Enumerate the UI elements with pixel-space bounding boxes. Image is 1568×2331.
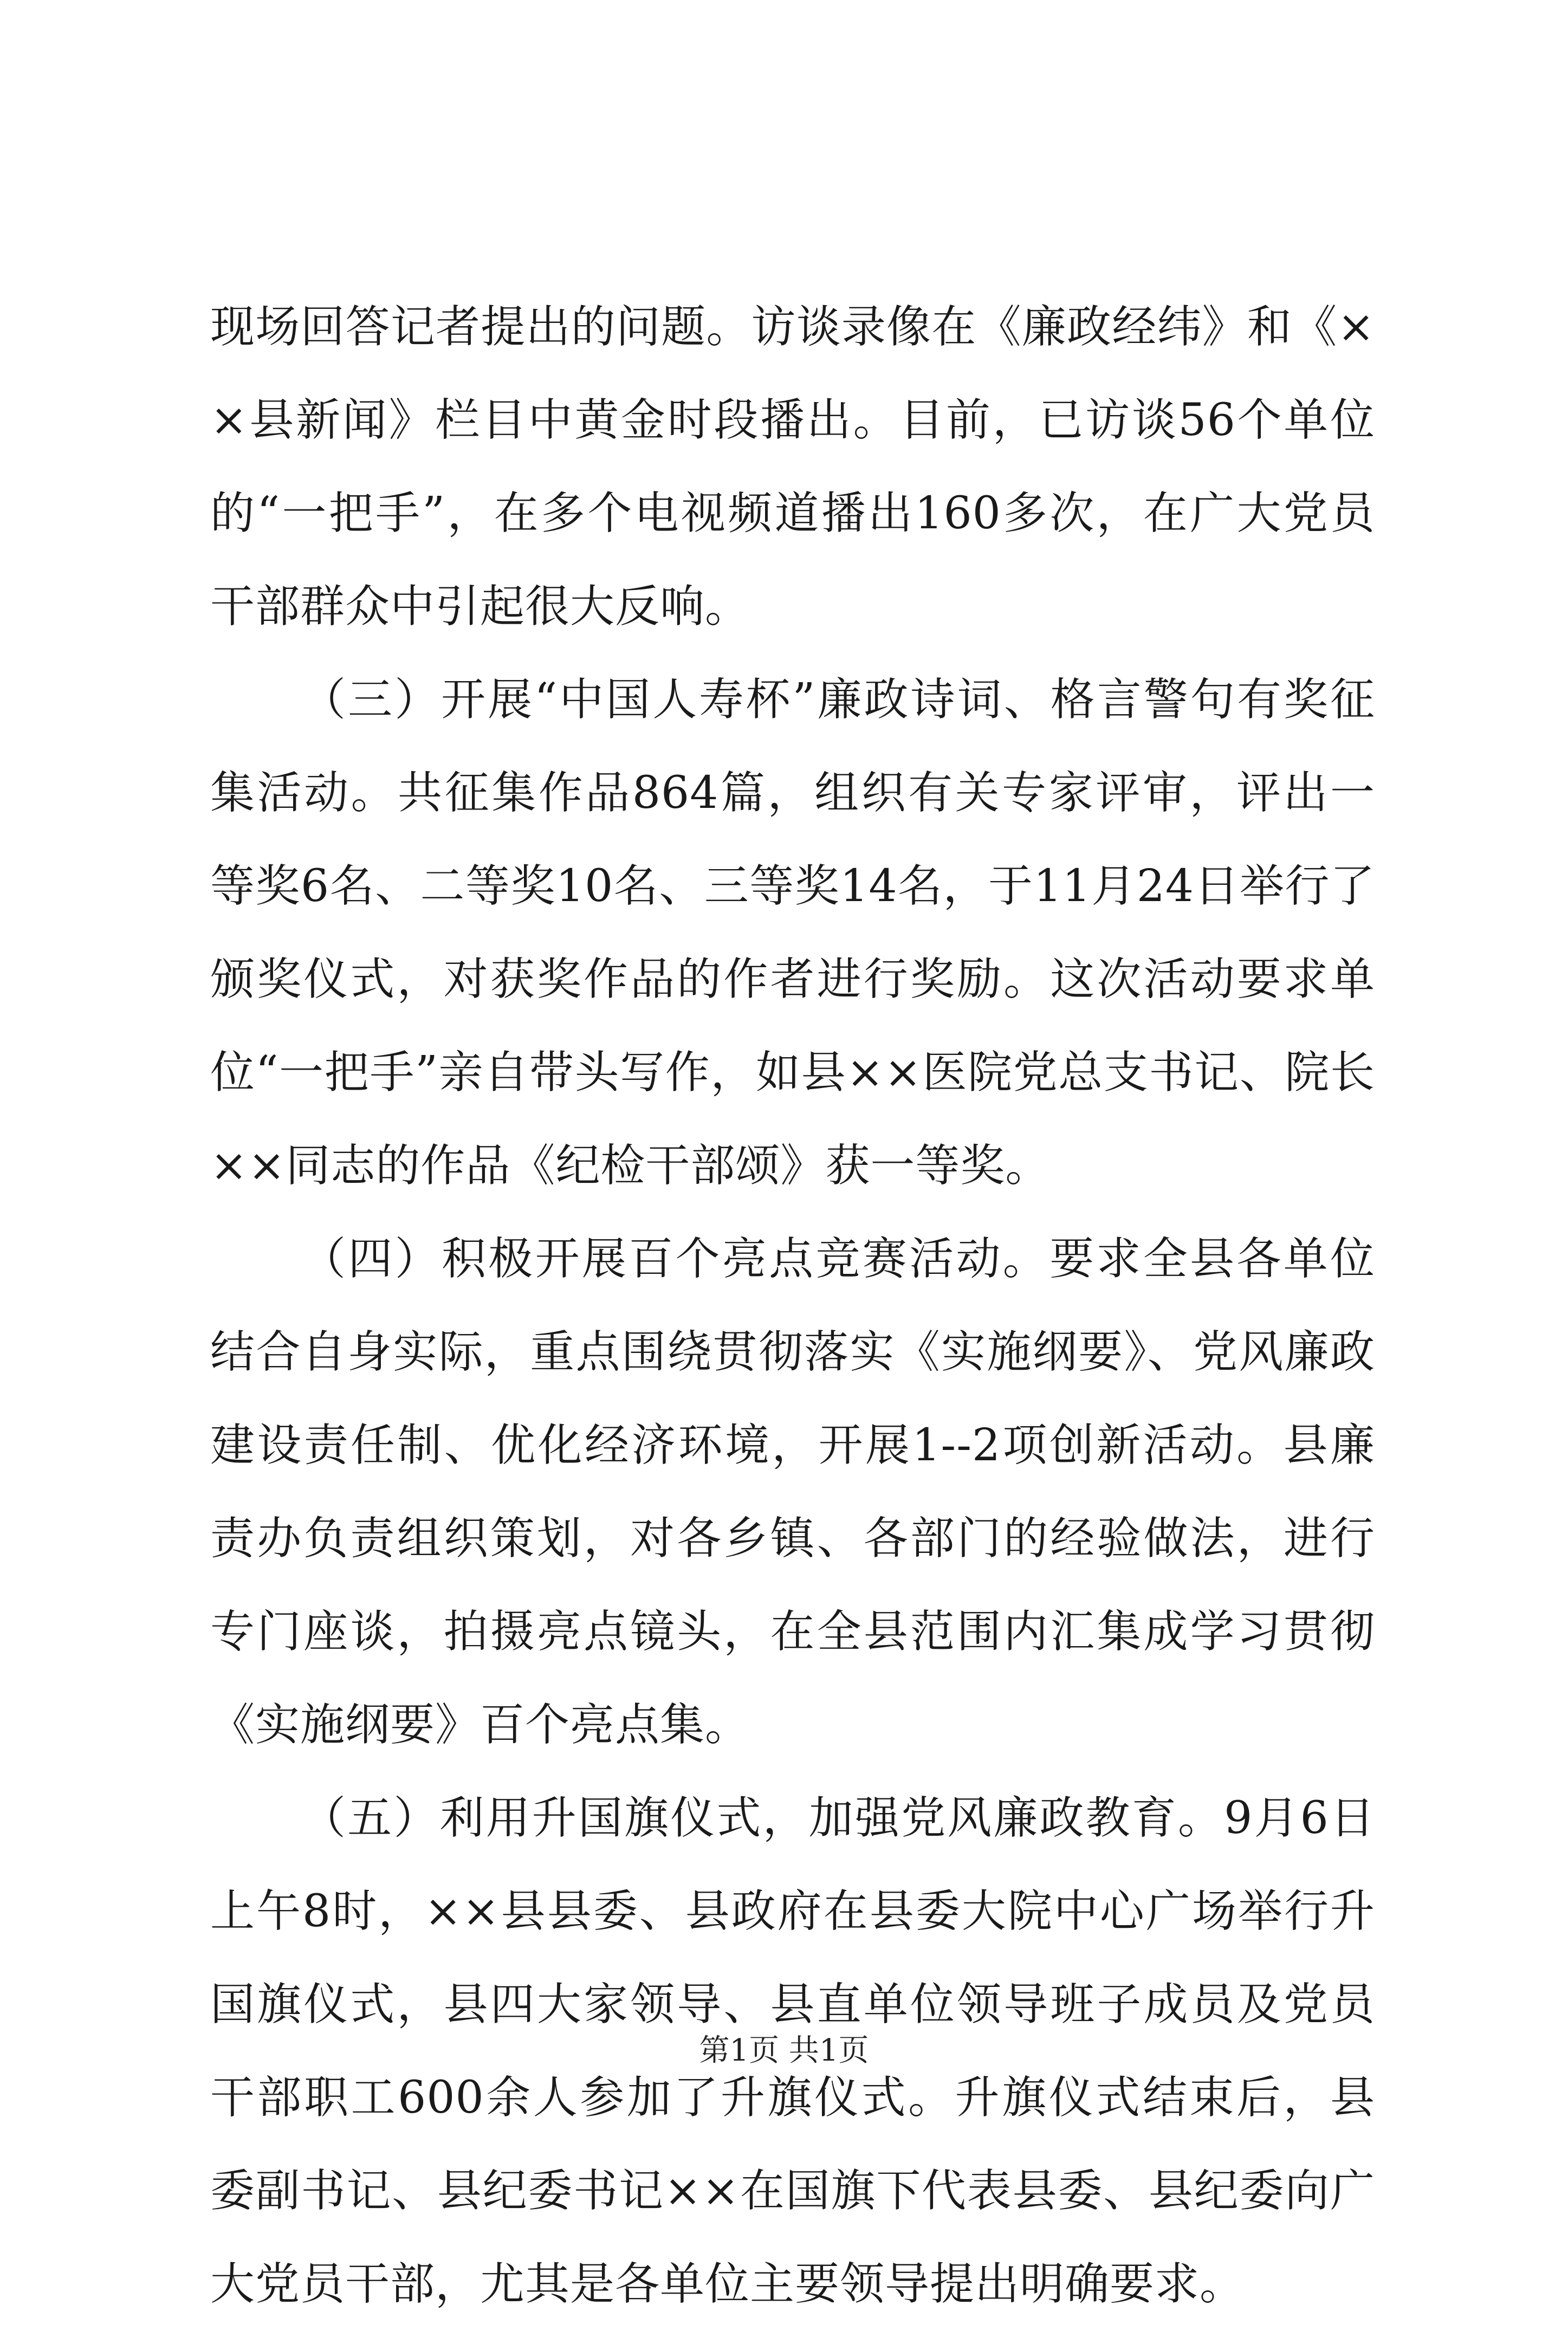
paragraph-section-5: （五）利用升国旗仪式，加强党风廉政教育。9月6日上午8时，××县县委、县政府在县委大院中心广场举行升国旗仪式，县四大家领导、县直单位领导班子成员及党员干部职工600余人参加了升旗仪式。升旗仪式结束后，县委副书记、县纪委书记××在国旗下代表县委、县纪委向广大党员干部，尤其是各单位主要领导提出明确要求。: [210, 1792, 1375, 2310]
document-body: [210, 281, 1375, 2331]
paragraph-continuation: 现场回答记者提出的问题。访谈录像在《廉政经纬》和《××县新闻》栏目中黄金时段播出。目前，已访谈56个单位的“一把手”，在多个电视频道播出160多次，在广大党员干部群众中引起很大反响。: [210, 301, 1375, 632]
paragraph-section-3: （三）开展“中国人寿杯”廉政诗词、格言警句有奖征集活动。共征集作品864篇，组织有关专家评审，评出一等奖6名、二等奖10名、三等奖14名，于11月24日举行了颁奖仪式，对获奖作品的作者进行奖励。这次活动要求单位“一把手”亲自带头写作，如县××医院党总支书记、院长××同志的作品《纪检干部颂》获一等奖。: [210, 674, 1375, 1192]
page-footer: 第1页 共1页: [699, 2033, 869, 2068]
paragraph-section-4: （四）积极开展百个亮点竞赛活动。要求全县各单位结合自身实际，重点围绕贯彻落实《实施纲要》、党风廉政建设责任制、优化经济环境，开展1--2项创新活动。县廉责办负责组织策划，对各乡镇、各部门的经验做法，进行专门座谈，拍摄亮点镜头，在全县范围内汇集成学习贯彻《实施纲要》百个亮点集。: [210, 1233, 1375, 1751]
